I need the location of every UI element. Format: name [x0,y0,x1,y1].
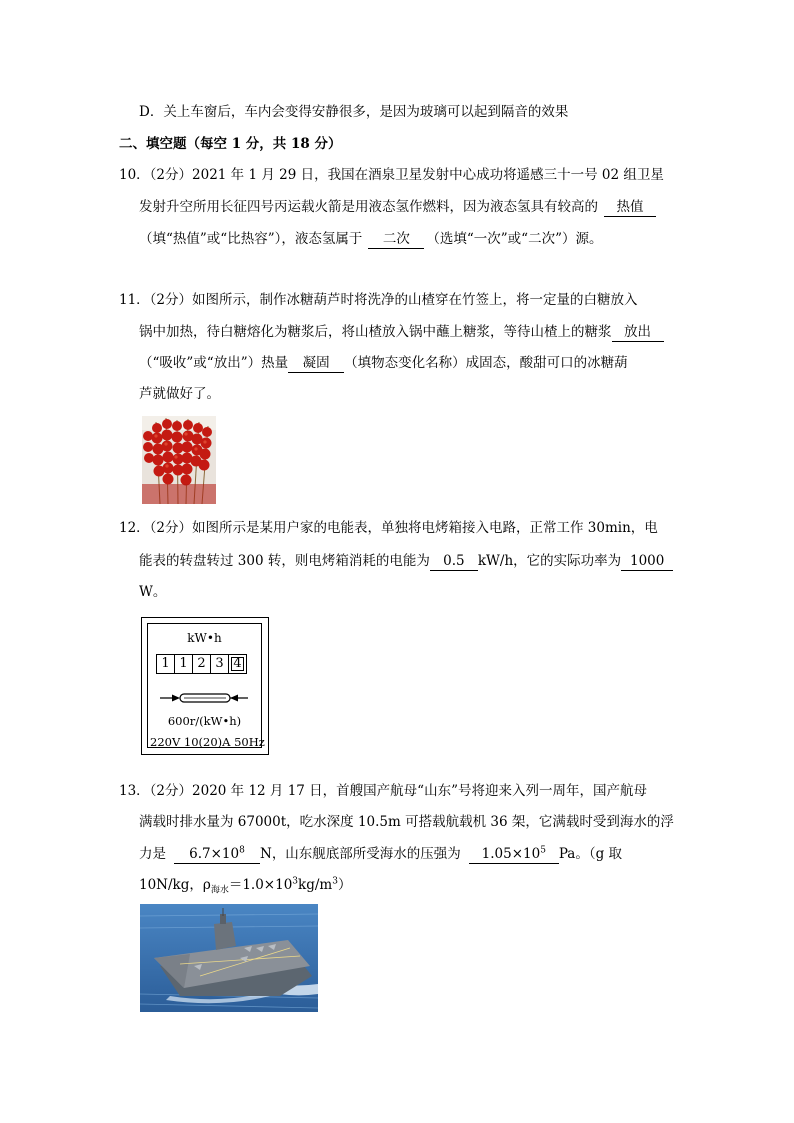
q10-line-1: 10．（2分）2021 年 1 月 29 日，我国在酒泉卫星发射中心成功将遥感三十一号 02 组卫星 [119,167,664,183]
electric-meter-panel [147,623,265,749]
q10-answer-2: 二次 [368,230,424,249]
q11-line-2: 锅中加热，待白糖熔化为糖浆后，将山楂放入锅中蘸上糖浆，等待山楂上的糖浆 放出 [139,322,664,342]
q13-answer-1: $6.7\times 10^8$ [174,845,260,864]
q13-line-1: 13．（2分）2020 年 12 月 17 日，首艘国产航母“山东”号将迎来入列一周年，国产航母 [119,783,647,799]
meter-rate: 600r/(kW•h) [167,714,242,728]
meter-digit: 1 [156,654,175,674]
section-title: 二、填空题（每空 1 分，共 18 分） [119,136,342,152]
meter-digit: 2 [192,654,211,674]
q11-line-3: （“吸收”或“放出”）热量 凝固 （填物态变化名称）成固态，酸甜可口的冰糖葫 [139,355,628,371]
q12-line-3: W。 [139,584,167,600]
aircraft-carrier-image [140,904,318,1012]
meter-digit: 3 [210,654,229,674]
electric-meter [141,617,269,755]
q12-answer-2: 1000 [621,552,673,571]
q11-answer-1: 放出 [612,323,664,342]
option-d: D．关上车窗后，车内会变得安静很多，是因为玻璃可以起到隔音的效果 [139,104,569,120]
rotating-disc-icon [158,691,252,705]
candied-hawthorn-image [142,416,216,504]
q10-answer-1: 热值 [604,198,656,217]
q10-line-2: 发射升空所用长征四号丙运载火箭是用液态氢作燃料，因为液态氢具有较高的 热值 [139,197,656,217]
q13-line-4: 10N/kg，$\rho_{海水}=1.0\times 10^3kg/m^3$） [139,876,352,896]
q13-answer-2: $1.05\times 10^5$ [469,845,559,864]
meter-spec: 220V 10(20)A 50Hz [150,735,265,749]
meter-digit: 1 [174,654,193,674]
q11-line-1: 11．（2分）如图所示，制作冰糖葫芦时将洗净的山楂穿在竹签上，将一定量的白糖放入 [119,292,638,308]
meter-digit-decimal: 4 [228,654,247,674]
q12-line-1: 12．（2分）如图所示是某用户家的电能表，单独将电烤箱接入电路，正常工作 30min，电 [119,520,658,536]
meter-digits [156,654,246,674]
q10-line-3: （填“热值”或“比热容”），液态氢属于 二次 （选填“一次”或“二次”）源。 [139,231,603,247]
q13-line-3: 力是 $6.7\times 10^8$ N，山东舰底部所受海水的压强为 $1.05\times 10^5$ Pa。（g 取 [139,845,623,862]
q13-line-2: 满载时排水量为 67000t，吃水深度 10.5m 可搭载航载机 36 架，它满载时受到海水的浮 [139,814,674,830]
q12-line-2: 能表的转盘转过 300 转，则电烤箱消耗的电能为 0.5 kW/h，它的实际功率为 1000 [139,551,673,571]
q11-line-4: 芦就做好了。 [139,386,220,402]
meter-unit: kW•h [187,631,222,645]
q11-answer-2: 凝固 [288,354,344,373]
q12-answer-1: 0.5 [430,552,478,571]
